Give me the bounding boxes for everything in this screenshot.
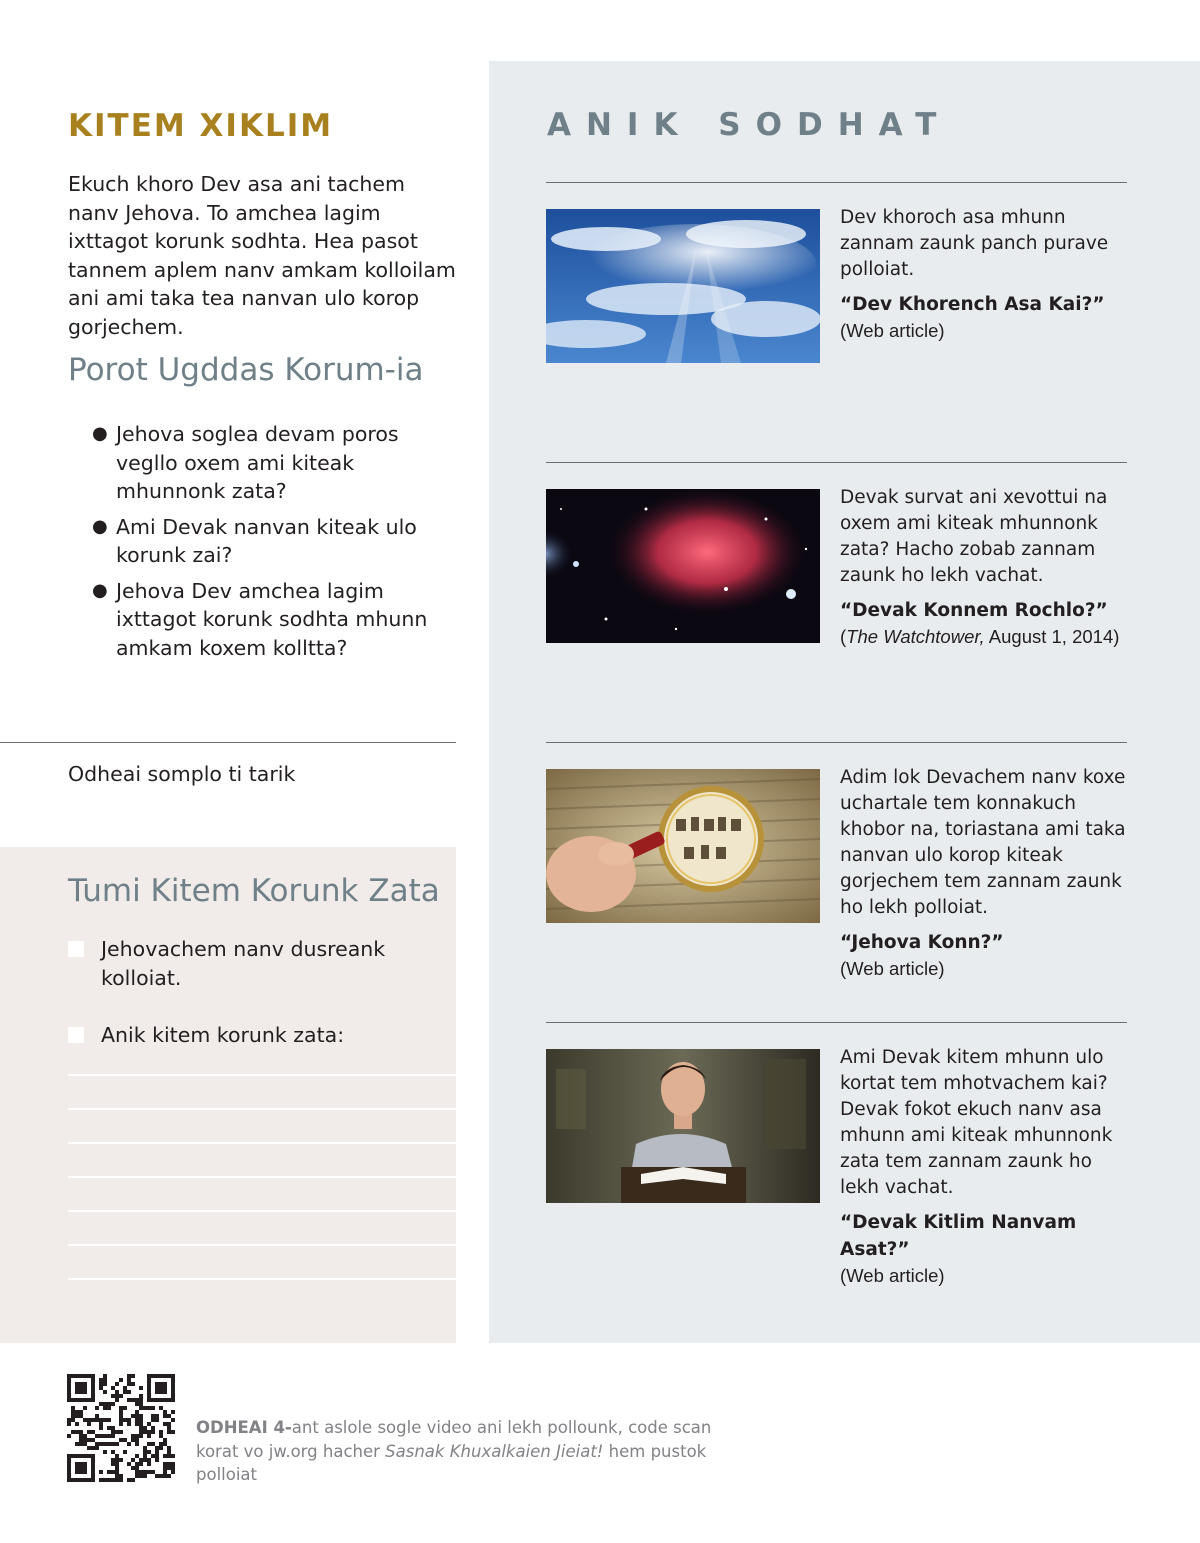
write-in-line[interactable] [68, 1142, 456, 1144]
article-reference[interactable]: “Devak Kitlim Nanvam Asat?” (Web article) [840, 1212, 1077, 1286]
article-reference[interactable]: “Dev Khorench Asa Kai?” (Web article) [840, 294, 1105, 341]
article-description: Devak survat ani xevottui na oxem ami kiteak mhunnonk zata? Hacho zobab zannam zaunk ho lekh vachat. [840, 487, 1108, 586]
article-title[interactable]: “Dev Khorench Asa Kai?” [840, 294, 1105, 315]
article-description: Ami Devak kitem mhunn ulo kortat tem mhotvachem kai? Devak fokot ekuch nanv asa mhunn ami kiteak mhunnonk zata tem zannam zaunk ho lekh vachat. [840, 1047, 1113, 1198]
article-description: Dev khoroch asa mhunn zannam zaunk panch purave polloiat. [840, 207, 1109, 280]
question-text: Ami Devak nanvan kiteak ulo korunk zai? [116, 514, 417, 567]
checkbox[interactable] [68, 941, 84, 957]
goal-text: Jehovachem nanv dusreank kolloiat. [101, 937, 386, 990]
write-in-line[interactable] [68, 1278, 456, 1280]
article-title[interactable]: “Jehova Konn?” [840, 932, 1004, 953]
man-reading-image[interactable] [546, 1049, 820, 1203]
goal-text: Anik kitem korunk zata: [101, 1023, 345, 1047]
review-questions-list [92, 420, 442, 669]
sky-clouds-image[interactable] [546, 209, 820, 363]
write-in-line[interactable] [68, 1108, 456, 1110]
article-blurb [840, 485, 1130, 650]
divider [546, 462, 1127, 463]
article-blurb [840, 765, 1130, 982]
nebula-image[interactable] [546, 489, 820, 643]
goals-title: Tumi Kitem Korunk Zata [68, 873, 440, 909]
intro-paragraph: Ekuch khoro Dev asa ani tachem nanv Jehova. To amchea lagim ixttagot korunk sodhta. Hea pasot tannem aplem nanv amkam kolloilam ani ami taka tea nanvan ulo korop gorjechem. [68, 172, 456, 339]
question-text: Jehova Dev amchea lagim ixttagot korunk sodhta mhunn amkam koxem kolltta? [116, 578, 428, 660]
write-in-line[interactable] [68, 1210, 456, 1212]
article-description: Adim lok Devachem nanv koxe uchartale tem konnakuch khobor na, toriastana ami taka nanvan ulo korop kiteak gorjechem tem zannam zaunk ho lekh polloiat. [840, 767, 1126, 918]
footer-note: ODHEAI 4-ant aslole sogle video ani lekh pollounk, code scan korat vo jw.org hacher Sasnak Khuxalkaien Jieiat! hem pustok polloiat [196, 1418, 712, 1484]
list-item [92, 420, 442, 506]
bullet-icon: ● [92, 515, 108, 537]
write-in-line[interactable] [68, 1244, 456, 1246]
list-item [92, 577, 442, 663]
article-title[interactable]: “Devak Konnem Rochlo?” [840, 600, 1108, 621]
goal-item [68, 935, 428, 992]
divider [546, 182, 1127, 183]
bullet-icon: ● [92, 423, 108, 444]
next-date-label: Odheai somplo ti tarik [68, 762, 296, 786]
article-title[interactable]: “Devak Kitlim Nanvam Asat?” [840, 1212, 1077, 1260]
write-in-line[interactable] [68, 1074, 456, 1076]
goals-box [0, 847, 456, 1343]
list-item [92, 513, 442, 570]
article-blurb [840, 1045, 1130, 1289]
article-reference[interactable]: “Jehova Konn?” (Web article) [840, 932, 1004, 979]
checkbox[interactable] [68, 1027, 84, 1043]
write-in-line[interactable] [68, 1176, 456, 1178]
question-text: Jehova soglea devam poros vegllo oxem ami kiteak mhunnonk zata? [116, 422, 399, 503]
section-title: KITEM XIKLIM [68, 108, 334, 144]
explore-more-panel [489, 61, 1200, 1343]
bullet-icon: ● [92, 579, 108, 601]
divider [546, 742, 1127, 743]
questions-title: Porot Ugddas Korum-ia [68, 352, 424, 388]
magnifier-hebrew-image[interactable] [546, 769, 820, 923]
article-reference[interactable]: “Devak Konnem Rochlo?” (The Watchtower, August 1, 2014) [840, 600, 1120, 647]
explore-title: ANIK SODHAT [547, 107, 952, 143]
divider [546, 1022, 1127, 1023]
qr-code-icon[interactable] [67, 1374, 175, 1482]
goal-item [68, 1021, 428, 1050]
divider [0, 742, 456, 743]
article-blurb [840, 205, 1130, 344]
